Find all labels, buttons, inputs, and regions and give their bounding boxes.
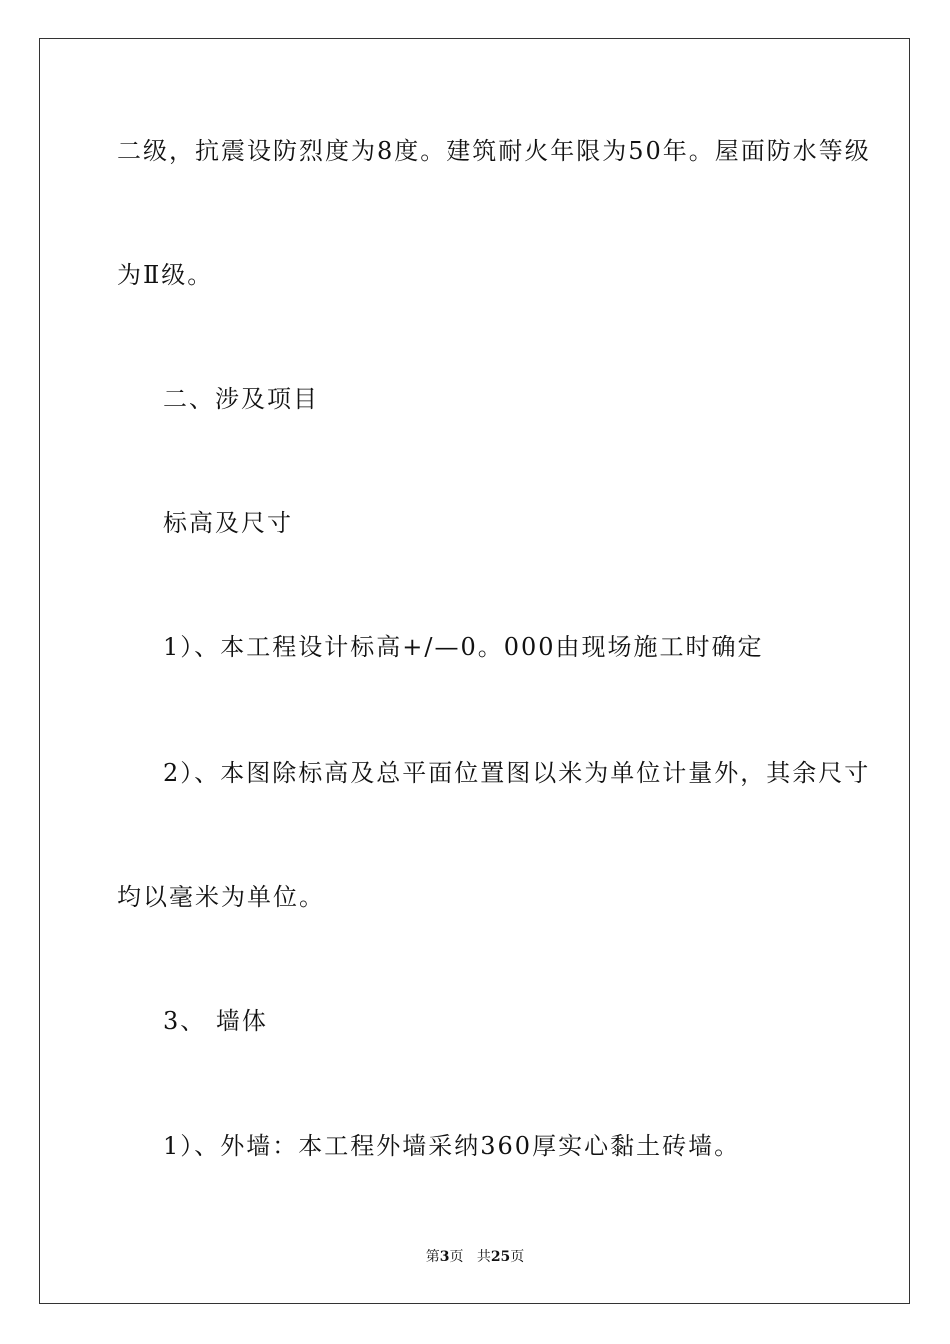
footer-page-number: 3 [439,1249,450,1265]
paragraph-line-2: 为Ⅱ级。 [117,261,214,289]
subheading-elevation-dimensions: 标高及尺寸 [163,509,293,537]
paragraph-line-1: 二级，抗震设防烈度为8度。建筑耐火年限为50年。屋面防水等级 [117,137,871,165]
page-footer [0,1248,950,1266]
footer-total-pages: 25 [490,1249,511,1265]
paragraph-item-1-elevation: 1）、本工程设计标高+/—0。000由现场施工时确定 [163,633,764,661]
paragraph-item-2-units: 2）、本图除标高及总平面位置图以米为单位计量外，其余尺寸 [163,759,871,787]
footer-page-prefix: 第 [425,1249,440,1265]
section-heading-involved-items: 二、涉及项目 [163,385,319,413]
footer-total-prefix: 共 [476,1249,491,1265]
footer-page-suffix: 页 [449,1249,464,1265]
page-frame [39,38,910,1304]
paragraph-item-2-continuation: 均以毫米为单位。 [117,883,325,911]
paragraph-exterior-wall: 1）、外墙：本工程外墙采纳360厚实心黏土砖墙。 [163,1132,741,1160]
section-heading-walls: 3、 墙体 [163,1007,268,1035]
footer-total-suffix: 页 [510,1249,525,1265]
